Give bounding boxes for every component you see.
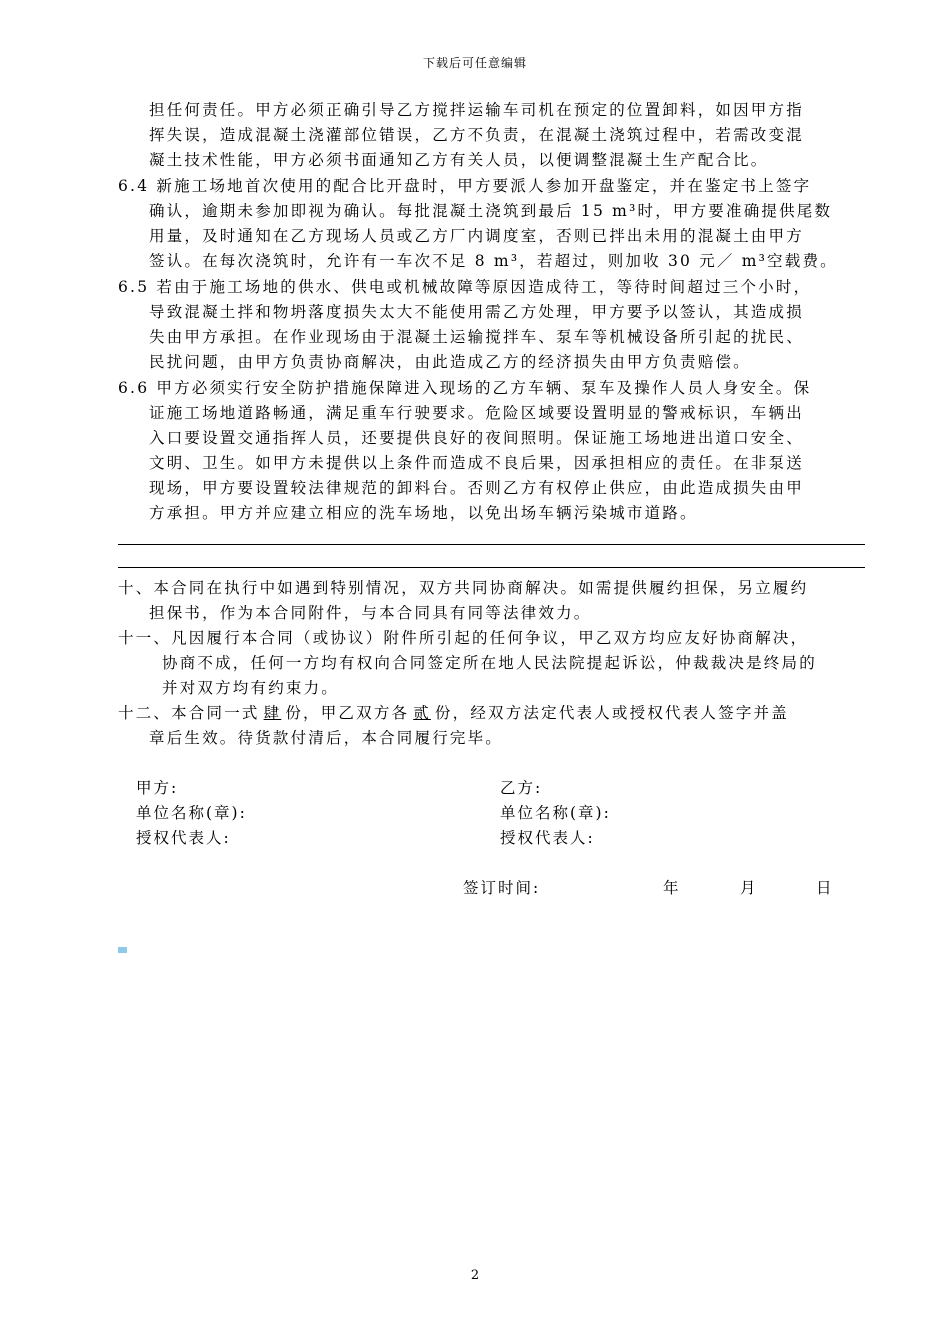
party-b-label: 乙方: <box>500 779 543 797</box>
text-line: 用量，及时通知在乙方现场人员或乙方厂内调度室，否则已拌出未用的混凝土由甲方 <box>149 227 804 245</box>
clause-11 <box>118 626 817 701</box>
page-header: 下载后可任意编辑 <box>422 56 527 70</box>
party-b-rep: 授权代表人: <box>500 829 595 847</box>
text-line: 导致混凝土拌和物坍落度损失太大不能使用需乙方处理，甲方要予以签认，其造成损 <box>149 303 804 321</box>
text-line: 担保书，作为本合同附件，与本合同具有同等法律效力。 <box>149 604 592 622</box>
text-line: 协商不成，任何一方均有权向合同签定所在地人民法院提起诉讼，仲裁裁决是终局的 <box>162 654 817 672</box>
text-line <box>118 701 789 726</box>
text-line: 并对双方均有约束力。 <box>162 679 340 697</box>
clause-6-5 <box>118 275 811 375</box>
signing-day: 日 <box>816 879 834 897</box>
text-line: 担任何责任。甲方必须正确引导乙方搅拌运输车司机在预定的位置卸料，如因甲方指 <box>149 101 804 119</box>
clause-12-mid: 份，甲乙双方各 <box>285 704 410 722</box>
copies-each-field: 贰 <box>413 704 431 722</box>
text-line: 确认，逾期未参加即视为确认。每批混凝土浇筑到最后 15 m³时，甲方要准确提供尾数 <box>149 202 833 220</box>
signing-month: 月 <box>740 879 758 897</box>
text-line: 6.5 若由于施工场地的供水、供电或机械故障等原因造成待工，等待时间超过三个小时， <box>118 278 812 296</box>
blue-marker <box>118 947 127 953</box>
clause-12 <box>118 701 789 751</box>
text-line: 方承担。甲方并应建立相应的洗车场地，以免出场车辆污染城市道路。 <box>149 504 698 522</box>
text-line: 文明、卫生。如甲方未提供以上条件而造成不良后果，因承担相应的责任。在非泵送 <box>149 454 804 472</box>
paragraph-continuation <box>149 98 804 173</box>
text-line: 6.4 新施工场地首次使用的配合比开盘时，甲方要派人参加开盘鉴定，并在鉴定书上签字 <box>118 177 812 195</box>
clause-12-post: 份，经双方法定代表人或授权代表人签字并盖 <box>434 704 789 722</box>
text-line: 入口要设置交通指挥人员，还要提供良好的夜间照明。保证施工场地进出道口安全、 <box>149 429 804 447</box>
text-line: 现场，甲方要设置较法律规范的卸料台。否则乙方有权停止供应，由此造成损失由甲 <box>149 479 804 497</box>
clause-6-4 <box>118 174 838 274</box>
party-a-rep: 授权代表人: <box>136 829 231 847</box>
copies-total-field: 肆 <box>263 704 282 722</box>
text-line: 6.6 甲方必须实行安全防护措施保障进入现场的乙方车辆、泵车及操作人员人身安全。保 <box>118 379 812 397</box>
divider-line <box>118 567 865 568</box>
text-line: 凝土技术性能，甲方必须书面通知乙方有关人员，以便调整混凝土生产配合比。 <box>149 151 769 169</box>
party-b-unit: 单位名称(章): <box>500 804 611 822</box>
text-line: 十一、凡因履行本合同（或协议）附件所引起的任何争议，甲乙双方均应友好协商解决， <box>118 629 809 647</box>
text-line: 挥失误，造成混凝土浇灌部位错误，乙方不负责，在混凝土浇筑过程中，若需改变混 <box>149 126 804 144</box>
text-line: 签认。在每次浇筑时，允许有一车次不足 8 m³，若超过，则加收 30 元／ m³空载费。 <box>149 252 838 270</box>
party-a-unit: 单位名称(章): <box>136 804 247 822</box>
clause-12-pre: 十二、本合同一式 <box>118 704 260 722</box>
signing-year: 年 <box>663 879 681 897</box>
text-line: 十、本合同在执行中如遇到特别情况，双方共同协商解决。如需提供履约担保，另立履约 <box>118 579 809 597</box>
signing-date-label: 签订时间: <box>463 879 541 897</box>
text-line: 证施工场地道路畅通，满足重车行驶要求。危险区域要设置明显的警戒标识，车辆出 <box>149 404 804 422</box>
text-line: 民扰问题，由甲方负责协商解决，由此造成乙方的经济损失由甲方负责赔偿。 <box>149 353 751 371</box>
clause-10 <box>118 576 808 626</box>
party-a-label: 甲方: <box>136 779 179 797</box>
divider-line <box>118 544 865 545</box>
text-line: 失由甲方承担。在作业现场由于混凝土运输搅拌车、泵车等机械设备所引起的扰民、 <box>149 328 804 346</box>
text-line: 章后生效。待货款付清后，本合同履行完毕。 <box>149 729 504 747</box>
page-number: 2 <box>470 1268 480 1283</box>
clause-6-6 <box>118 376 811 526</box>
